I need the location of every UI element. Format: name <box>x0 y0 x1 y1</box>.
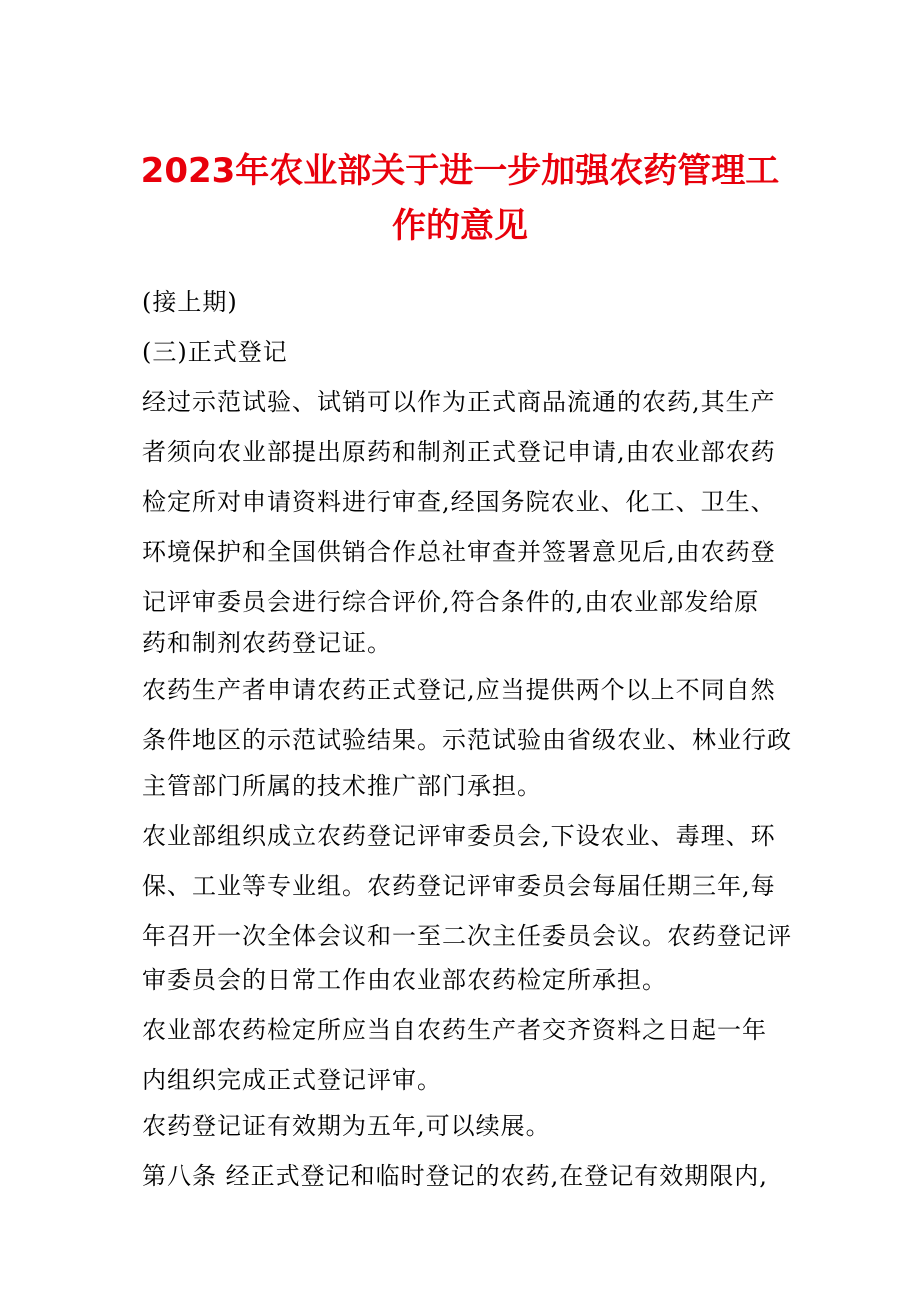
text-line: 农业部农药检定所应当自农药生产者交齐资料之日起一年 <box>142 1016 767 1044</box>
text-line: 内组织完成正式登记评审。 <box>142 1066 442 1094</box>
text-line: 检定所对申请资料进行审查,经国务院农业、化工、卫生、 <box>142 488 776 516</box>
text-line: (接上期) <box>142 288 238 316</box>
document-title-line-1: 2023年农业部关于进一步加强农药管理工 <box>140 151 780 191</box>
text-line: 年召开一次全体会议和一至二次主任委员会议。农药登记评 <box>142 922 792 950</box>
text-line: 环境保护和全国供销合作总社审查并签署意见后,由农药登 <box>142 538 776 566</box>
text-line: 者须向农业部提出原药和制剂正式登记申请,由农业部农药 <box>142 438 776 466</box>
text-line: 主管部门所属的技术推广部门承担。 <box>142 772 542 800</box>
text-line: 保、工业等专业组。农药登记评审委员会每届任期三年,每 <box>142 872 776 900</box>
document-title-line-2: 作的意见 <box>392 206 528 246</box>
text-line: 经过示范试验、试销可以作为正式商品流通的农药,其生产 <box>142 388 776 416</box>
section-heading: (三)正式登记 <box>142 338 288 366</box>
text-line: 药和制剂农药登记证。 <box>142 629 392 657</box>
text-line: 农业部组织成立农药登记评审委员会,下设农业、毒理、环 <box>142 822 776 850</box>
text-line: 记评审委员会进行综合评价,符合条件的,由农业部发给原 <box>142 588 760 616</box>
text-line: 农药登记证有效期为五年,可以续展。 <box>142 1112 551 1140</box>
text-line: 审委员会的日常工作由农业部农药检定所承担。 <box>142 966 667 994</box>
text-line: 条件地区的示范试验结果。示范试验由省级农业、林业行政 <box>142 726 792 754</box>
article-line: 第八条 经正式登记和临时登记的农药,在登记有效期限内, <box>142 1162 768 1190</box>
text-line: 农药生产者申请农药正式登记,应当提供两个以上不同自然 <box>142 676 776 704</box>
